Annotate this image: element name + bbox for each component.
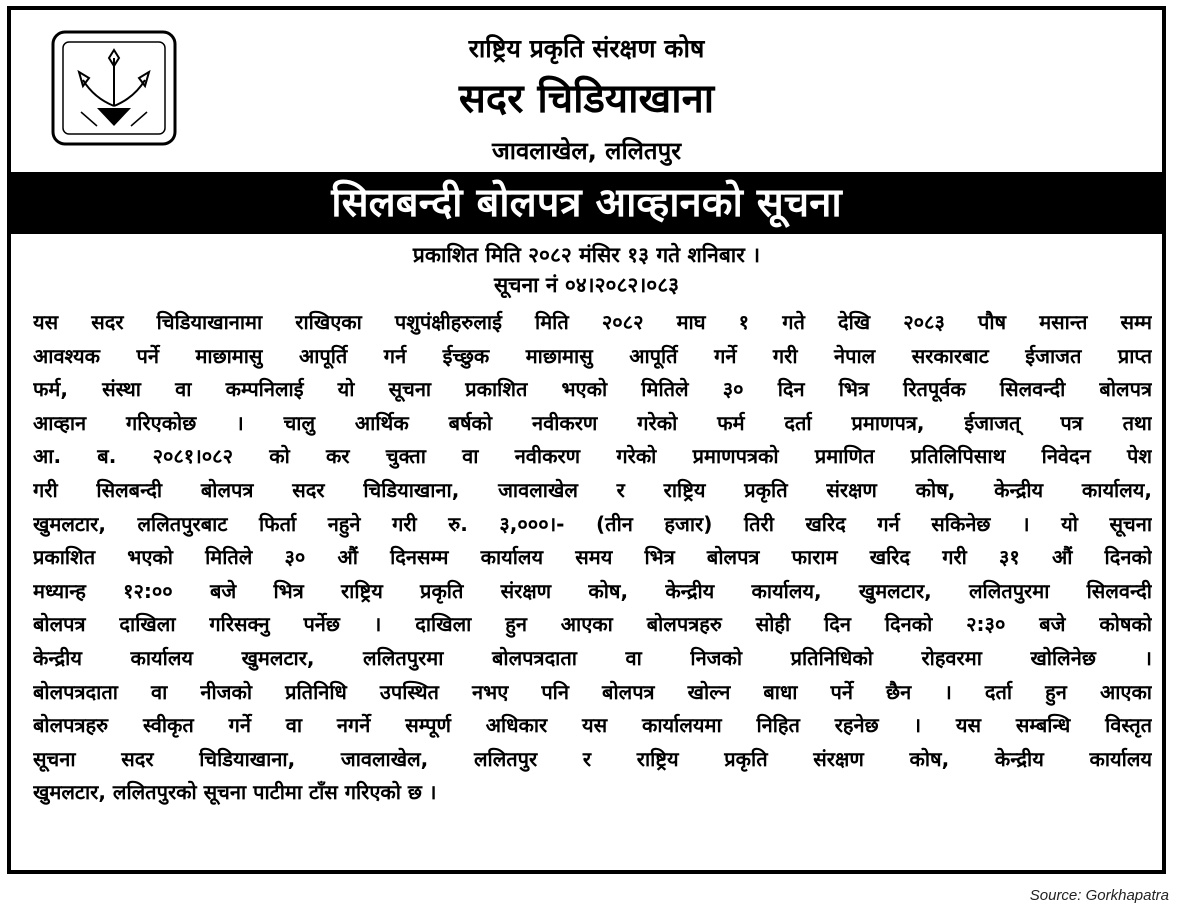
- notice-body: [33, 306, 1152, 810]
- body-line: सूचना सदर चिडियाखाना, जावलाखेल, ललितपुर र राष्ट्रिय प्रकृति संरक्षण कोष, केन्द्रीय कार्यालय: [33, 746, 1152, 771]
- location-text: जावलाखेल, ललितपुर: [491, 137, 682, 165]
- body-line: खुमलटार, ललितपुरबाट फिर्ता नहुने गरी रु. ३,०००।- (तीन हजार) तिरी खरिद गर्न सकिनेछ । यो सूचना: [33, 511, 1152, 536]
- body-line: केन्द्रीय कार्यालय खुमलटार, ललितपुरमा बोलपत्रदाता वा निजको प्रतिनिधिको रोहवरमा खोलिनेछ ।: [33, 645, 1152, 670]
- body-line: खुमलटार, ललितपुरको सूचना पाटीमा टाँस गरिएको छ ।: [33, 780, 437, 805]
- body-line: बोलपत्रहरु स्वीकृत गर्ने वा नगर्ने सम्पूर्ण अधिकार यस कार्यालयमा निहित रहनेछ । यस सम्बन्धि विस्तृत: [33, 713, 1152, 738]
- body-line: मध्यान्ह १२:०० बजे भित्र राष्ट्रिय प्रकृति संरक्षण कोष, केन्द्रीय कार्यालय, खुमलटार, ललितपुरमा सिलवन्दी: [33, 578, 1152, 603]
- body-line: आ. ब. २०८१।०८२ को कर चुक्ता वा नवीकरण गरेको प्रमाणपत्रको प्रमाणित प्रतिलिपिसाथ निवेदन पेश: [33, 444, 1152, 469]
- body-line: प्रकाशित भएको मितिले ३० औं दिनसम्म कार्यालय समय भित्र बोलपत्र फाराम खरिद गरी ३१ औं दिनको: [33, 545, 1152, 570]
- notice-number: सूचना नं ०४।२०८२।०८३: [493, 273, 680, 297]
- organization-name: राष्ट्रिय प्रकृति संरक्षण कोष: [468, 34, 705, 63]
- published-date: प्रकाशित मिति २०८२ मंसिर १३ गते शनिबार ।: [412, 243, 761, 267]
- body-line: यस सदर चिडियाखानामा राखिएका पशुपंक्षीहरुलाई मिति २०८२ माघ १ गते देखि २०८३ पौष मसान्त सम्म: [33, 310, 1152, 334]
- source-credit: Source: Gorkhapatra: [1029, 887, 1169, 904]
- body-line: गरी सिलबन्दी बोलपत्र सदर चिडियाखाना, जावलाखेल र राष्ट्रिय प्रकृति संरक्षण कोष, केन्द्रीय कार्यालय,: [33, 477, 1152, 502]
- body-line: आव्हान गरिएकोछ । चालु आर्थिक बर्षको नवीकरण गरेको फर्म दर्ता प्रमाणपत्र, ईजाजत् पत्र तथा: [33, 410, 1152, 435]
- notice-title-banner: सिलबन्दी बोलपत्र आव्हानको सूचना: [11, 172, 1162, 234]
- body-line: बोलपत्रदाता वा नीजको प्रतिनिधि उपस्थित नभए पनि बोलपत्र खोल्न बाधा पर्ने छैन । दर्ता हुन आएका: [33, 679, 1152, 704]
- body-line: बोलपत्र दाखिला गरिसक्नु पर्नेछ । दाखिला हुन आएका बोलपत्रहरु सोही दिन दिनको २:३० बजे कोषको: [33, 612, 1152, 637]
- page-title: सदर चिडियाखाना: [458, 76, 715, 122]
- body-line: फर्म, संस्था वा कम्पनिलाई यो सूचना प्रकाशित भएको मितिले ३० दिन भित्र रितपूर्वक सिलवन्दी बोलपत्र: [33, 377, 1152, 402]
- notice-advertisement: [7, 6, 1166, 874]
- body-line: आवश्यक पर्ने माछामासु आपूर्ति गर्न ईच्छुक माछामासु आपूर्ति गर्ने गरी नेपाल सरकारबाट ईजाजत प्राप्त: [33, 343, 1152, 368]
